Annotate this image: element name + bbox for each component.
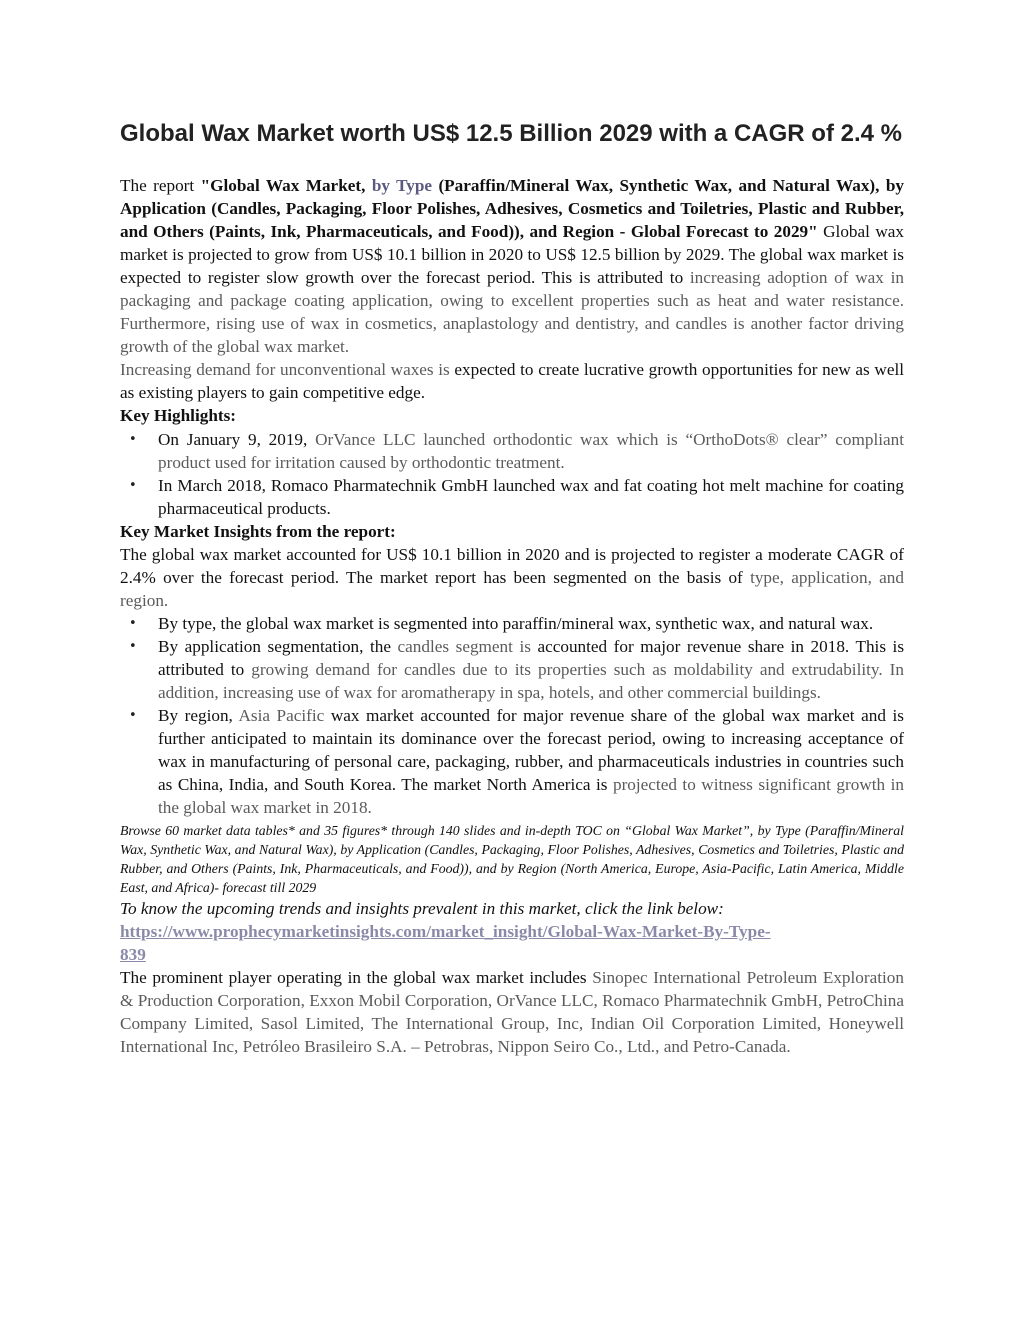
list-item xyxy=(158,428,904,474)
list-item xyxy=(158,474,904,520)
insight-region-c: wax market accounted for major revenue share of the global wax market and is further anticipated to maintain its dominance over the forecast period, owing to increasing acceptance of wax in manufacturing of personal care, packaging, rubber, and pharmaceuticals industries in countries such as China, India, and South Korea. The market North America is xyxy=(158,706,904,795)
report-title-by-type: by Type xyxy=(371,176,433,195)
report-title-start: "Global Wax Market, xyxy=(200,176,372,195)
insight-application-d: growing demand for candles due to its properties such as moldability and extrudability. In addition, increasing use of wax for aromatherapy in spa, hotels, and other commercial buildings. xyxy=(158,659,904,703)
insight-region-b: Asia Pacific xyxy=(238,706,325,726)
players-list: Sinopec International Petroleum Exploration & Production Corporation, Exxon Mobil Corporation, OrVance LLC, Romaco Pharmatechnik GmbH, PetroChina Company Limited, Sasol Limited, The International Group, Inc, Indian Oil Corporation Limited, Honeywell International Inc, Petróleo Brasileiro S.A. – Petrobras, Nippon Seiro Co., Ltd., and Petro-Canada. xyxy=(120,968,904,1057)
insight-application-b: candles segment is xyxy=(397,636,531,656)
list-item xyxy=(158,612,904,635)
browse-note: Browse 60 market data tables* and 35 figures* through 140 slides and in-depth TOC on “Global Wax Market”, by Type (Paraffin/Mineral Wax, Synthetic Wax, and Natural Wax), by Application (Candles, Packaging, Floor Polishes, Adhesives, Cosmetics and Toiletries, Plastic and Rubber, and Others (Paints, Ink, Pharmaceuticals, and Food)), and by Region (North America, Europe, Asia-Pacific, Latin America, Middle East, and Africa)- forecast till 2029 xyxy=(120,823,904,896)
document-page xyxy=(120,118,904,1059)
intro-paragraph xyxy=(120,174,904,358)
insights-segments: type, application, and region. xyxy=(120,567,904,610)
key-insights-heading xyxy=(120,520,904,543)
insights-paragraph xyxy=(120,543,904,612)
insight-region-d: projected to witness significant growth in the global wax market in 2018. xyxy=(158,775,904,818)
players-paragraph xyxy=(120,966,904,1058)
report-link[interactable] xyxy=(120,920,904,966)
key-highlights-heading-text: Key Highlights: xyxy=(120,406,237,426)
document-body xyxy=(120,174,904,1059)
report-link-line-2[interactable]: 839 xyxy=(120,945,146,965)
players-lead: The prominent player operating in the global wax market includes xyxy=(120,968,593,988)
insight-application-a: By application segmentation, the xyxy=(158,636,398,656)
key-insights-heading-text: Key Market Insights from the report: xyxy=(120,521,396,541)
opportunity-lead: Increasing demand for unconventional waxes is xyxy=(120,360,450,380)
report-title-rest: (Paraffin/Mineral Wax, Synthetic Wax, and Natural Wax), by Application (Candles, Packaging, Floor Polishes, Adhesives, Cosmetics and Toiletries, Plastic and Rubber, and Others (Paints, Ink, Pharmaceuticals, and Food)), and Region - Global Forecast to 2029" xyxy=(120,176,904,242)
intro-growth-text: Global wax market is projected to grow from US$ 10.1 billion in 2020 to US$ 12.5 billion by 2029. The global wax market is expected to register slow growth over the forecast period. This is attributed to xyxy=(120,222,904,288)
key-highlights-heading xyxy=(120,404,904,427)
report-link-line-1[interactable]: https://www.prophecymarketinsights.com/market_insight/Global-Wax-Market-By-Type- xyxy=(120,922,771,942)
insight-region-a: By region, xyxy=(158,706,239,726)
document-title: Global Wax Market worth US$ 12.5 Billion 2029 with a CAGR of 2.4 % xyxy=(120,120,902,147)
key-highlights-list xyxy=(120,428,904,520)
opportunity-text: expected to create lucrative growth opportunities for new as well as existing players to gain competitive edge. xyxy=(120,360,904,403)
list-item xyxy=(158,635,904,704)
insight-type-text: By type, the global wax market is segmented into paraffin/mineral wax, synthetic wax, and natural wax. xyxy=(158,613,874,633)
highlight-1-text: OrVance LLC launched orthodontic wax which is “OrthoDots® clear” compliant product used for irritation caused by orthodontic treatment. xyxy=(158,429,904,472)
intro-drivers-text: increasing adoption of wax in packaging and package coating application, owing to excellent properties such as heat and water resistance. Furthermore, rising use of wax in cosmetics, anaplastology and dentistry, and candles is another factor driving growth of the global wax market. xyxy=(120,268,904,357)
highlight-2-text: In March 2018, Romaco Pharmatechnik GmbH launched wax and fat coating hot melt machine for coating pharmaceutical products. xyxy=(158,475,904,518)
opportunity-paragraph xyxy=(120,358,904,404)
intro-text: The report xyxy=(120,176,201,195)
highlight-1-date: On January 9, 2019, xyxy=(158,429,316,449)
insights-text: The global wax market accounted for US$ 10.1 billion in 2020 and is projected to register a moderate CAGR of 2.4% over the forecast period. The market report has been segmented on the basis of xyxy=(120,544,904,587)
know-more-text: To know the upcoming trends and insights prevalent in this market, click the link below: xyxy=(120,899,724,919)
list-item xyxy=(158,704,904,819)
key-insights-list xyxy=(120,612,904,819)
insight-application-c: accounted for major revenue share in 2018. This is attributed to xyxy=(158,636,905,679)
